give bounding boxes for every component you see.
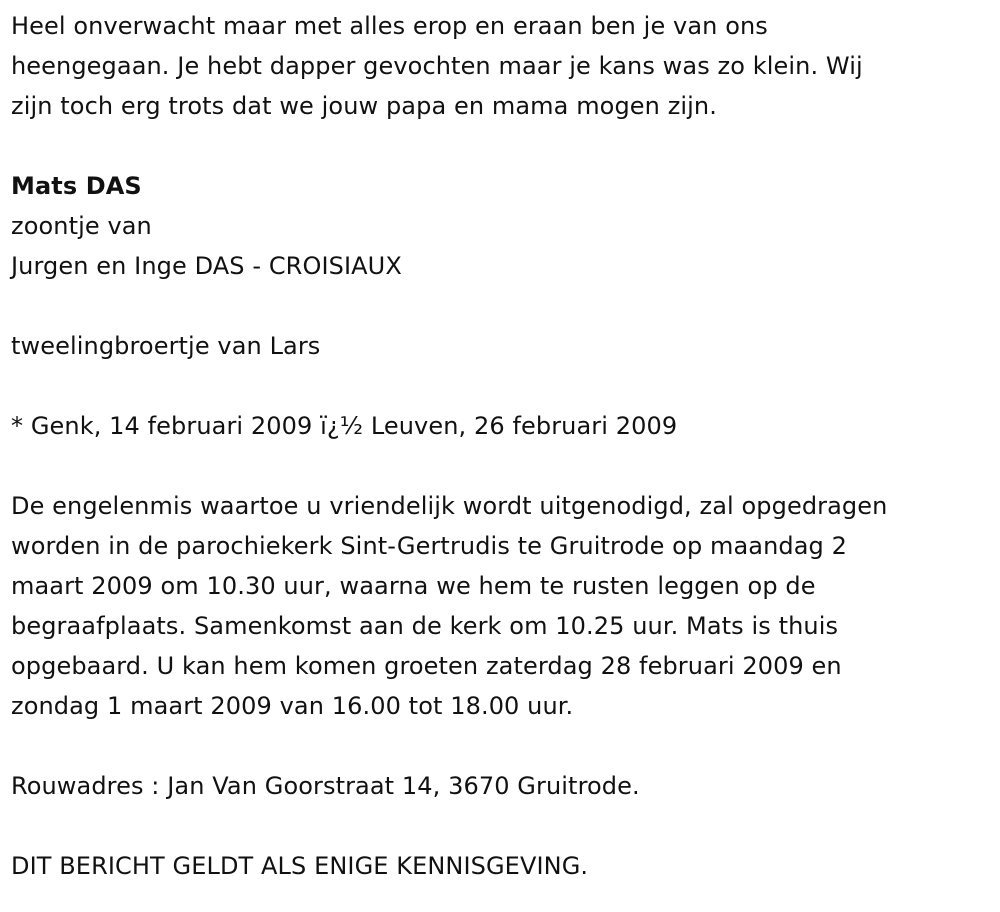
relation-text: zoontje van: [11, 212, 152, 240]
spacer: [11, 726, 991, 766]
spacer: [11, 366, 991, 406]
ceremony-line-2: worden in de parochiekerk Sint-Gertrudis te Gruitrode op maandag 2: [11, 532, 847, 560]
spacer: [11, 126, 991, 166]
ceremony-line-4: begraafplaats. Samenkomst aan de kerk om 10.25 uur. Mats is thuis: [11, 612, 839, 640]
closing-statement: DIT BERICHT GELDT ALS ENIGE KENNISGEVING.: [11, 852, 589, 880]
ceremony-line-1: De engelenmis waartoe u vriendelijk wordt uitgenodigd, zal opgedragen: [11, 492, 888, 520]
parents-names: Jurgen en Inge DAS - CROISIAUX: [11, 252, 402, 280]
intro-line-2: heengegaan. Je hebt dapper gevochten maar je kans was zo klein. Wij: [11, 52, 863, 80]
spacer: [11, 446, 991, 486]
mourning-address: Rouwadres : Jan Van Goorstraat 14, 3670 Gruitrode.: [11, 772, 640, 800]
ceremony-line-3: maart 2009 om 10.30 uur, waarna we hem te rusten leggen op de: [11, 572, 816, 600]
ceremony-line-6: zondag 1 maart 2009 van 16.00 tot 18.00 uur.: [11, 692, 574, 720]
ceremony-line-5: opgebaard. U kan hem komen groeten zaterdag 28 februari 2009 en: [11, 652, 842, 680]
obituary-notice: [11, 6, 991, 886]
intro-line-3: zijn toch erg trots dat we jouw papa en mama mogen zijn.: [11, 92, 717, 120]
intro-line-1: Heel onverwacht maar met alles erop en eraan ben je van ons: [11, 12, 768, 40]
spacer: [11, 806, 991, 846]
birth-death-dates: * Genk, 14 februari 2009 ï¿½ Leuven, 26 februari 2009: [11, 412, 678, 440]
deceased-name: Mats DAS: [11, 172, 142, 200]
spacer: [11, 286, 991, 326]
sibling-text: tweelingbroertje van Lars: [11, 332, 321, 360]
